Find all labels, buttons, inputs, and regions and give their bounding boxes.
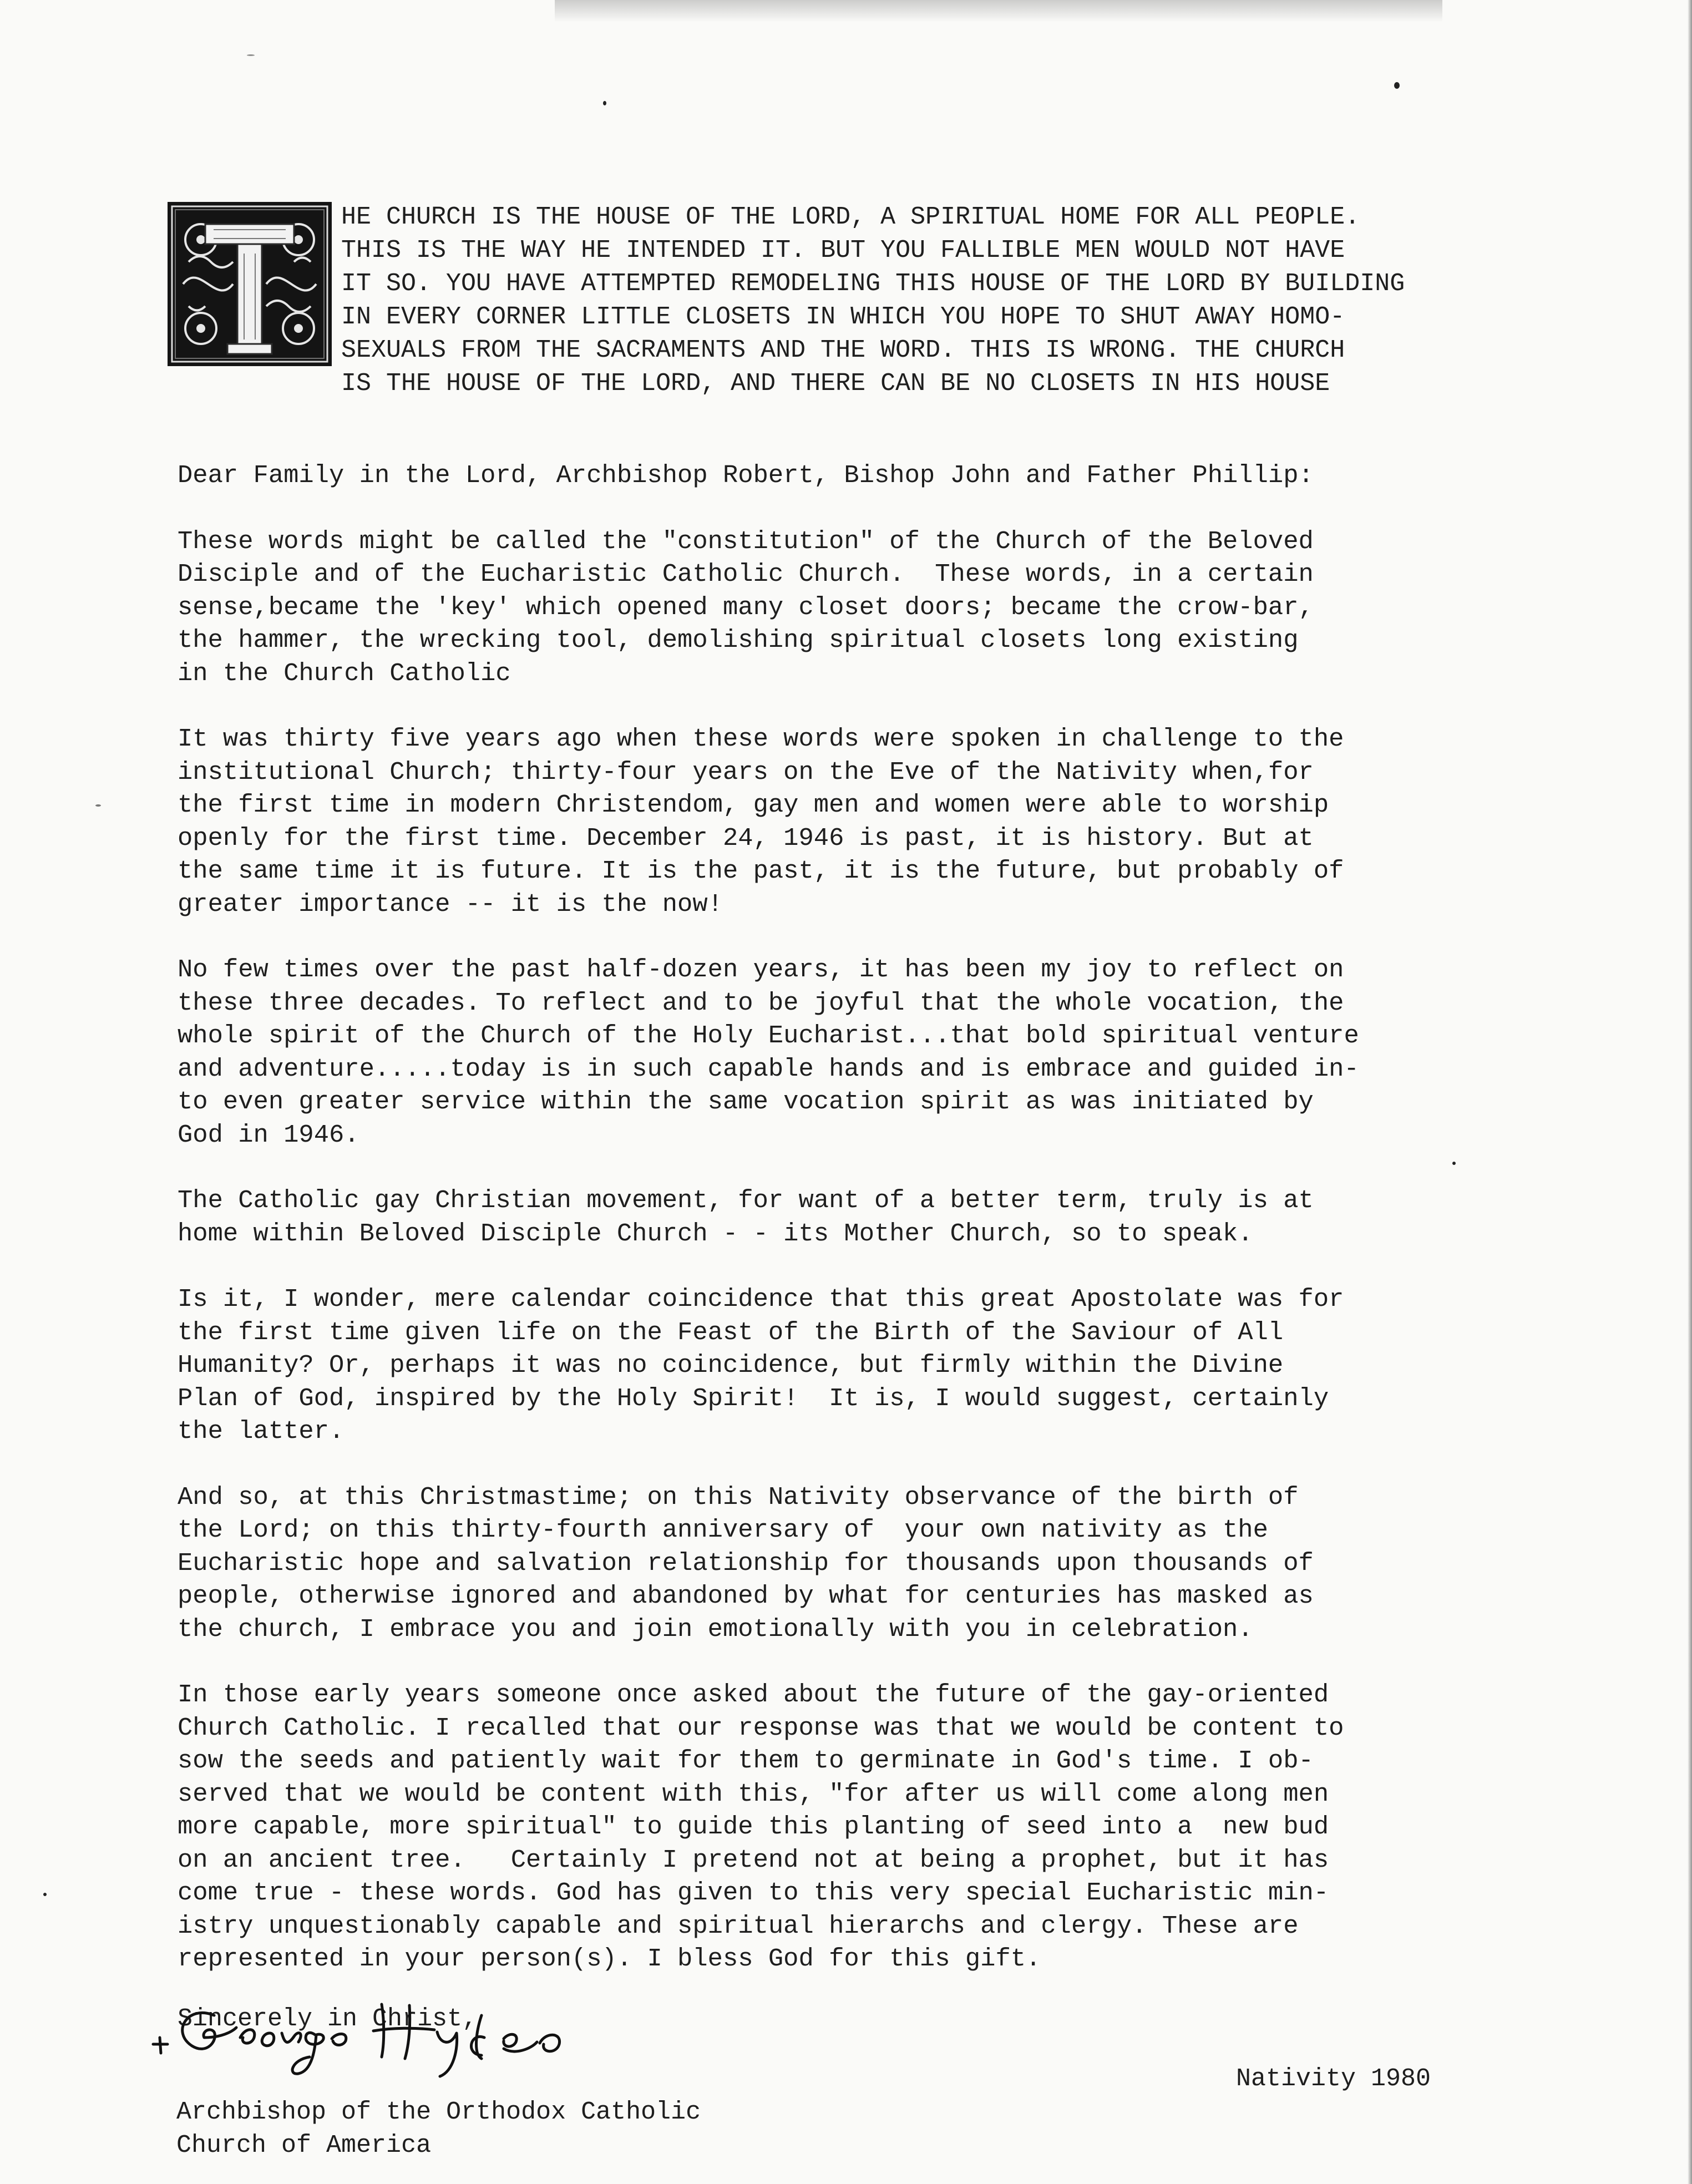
text-line: greater importance -- it is the now! (178, 889, 723, 919)
salutation: Dear Family in the Lord, Archbishop Robert, Bishop John and Father Phillip: (178, 461, 1314, 490)
paragraph-history (178, 723, 1564, 921)
paragraph-reflection (178, 954, 1564, 1152)
text-line: these three decades. To reflect and to be joyful that the whole vocation, the (178, 988, 1344, 1017)
text-line: The Catholic gay Christian movement, for want of a better term, truly is at (178, 1186, 1314, 1215)
illuminated-drop-cap-t (166, 201, 333, 367)
text-line: Eucharistic hope and salvation relationship for thousands upon thousands of (178, 1548, 1314, 1578)
text-line: the first time in modern Christendom, gay men and women were able to worship (178, 791, 1329, 819)
scan-speck (1394, 82, 1400, 89)
header-line: IT SO. YOU HAVE ATTEMPTED REMODELING THIS HOUSE OF THE LORD BY BUILDING (341, 270, 1405, 298)
text-line: the latter. (178, 1417, 345, 1446)
text-line: In those early years someone once asked about the future of the gay-oriented (178, 1680, 1329, 1709)
text-line: the church, I embrace you and join emotionally with you in celebration. (178, 1614, 1253, 1644)
scan-speck (95, 804, 101, 807)
header-line: IS THE HOUSE OF THE LORD, AND THERE CAN BE NO CLOSETS IN HIS HOUSE (341, 369, 1330, 398)
text-line: Humanity? Or, perhaps it was no coincidence, but firmly within the Divine (178, 1351, 1284, 1380)
paragraph-coincidence (178, 1283, 1564, 1448)
scan-shadow-top (555, 0, 1442, 22)
paragraph-christmastime (178, 1481, 1564, 1646)
text-line: to even greater service within the same vocation spirit as was initiated by (178, 1087, 1314, 1116)
title-line: Church of America (176, 2131, 432, 2160)
text-line: the same time it is future. It is the past, it is the future, but probably of (178, 857, 1344, 885)
text-line: institutional Church; thirty-four years on the Eve of the Nativity when,for (178, 757, 1314, 787)
text-line: people, otherwise ignored and abandoned by what for centuries has masked as (178, 1582, 1314, 1610)
scan-speck (43, 1893, 47, 1896)
text-line: And so, at this Christmastime; on this Nativity observance of the birth of (178, 1482, 1299, 1512)
text-line: sow the seeds and patiently wait for them to germinate in God's time. I ob- (178, 1746, 1314, 1775)
text-line: the first time given life on the Feast of the Birth of the Saviour of All (178, 1318, 1284, 1347)
text-line: Disciple and of the Eucharistic Catholic Church. These words, in a certain (178, 560, 1314, 589)
text-line: the Lord; on this thirty-fourth anniversary of your own nativity as the (178, 1516, 1268, 1544)
letter-body (178, 459, 1564, 2009)
text-line: represented in your person(s). I bless God for this gift. (178, 1944, 1041, 1973)
text-line: istry unquestionably capable and spiritual hierarchs and clergy. These are (178, 1911, 1299, 1940)
text-line: God in 1946. (178, 1120, 359, 1149)
handwritten-signature (149, 1993, 576, 2082)
paragraph-constitution (178, 525, 1564, 691)
text-line: served that we would be content with this, "for after us will come along men (178, 1779, 1329, 1808)
text-line: sense,became the 'key' which opened many closet doors; became the crow-bar, (178, 592, 1314, 622)
text-line: No few times over the past half-dozen years, it has been my joy to reflect on (178, 955, 1344, 984)
header-line: SEXUALS FROM THE SACRAMENTS AND THE WORD. THIS IS WRONG. THE CHURCH (341, 336, 1345, 364)
header-line: HE CHURCH IS THE HOUSE OF THE LORD, A SPIRITUAL HOME FOR ALL PEOPLE. (341, 203, 1360, 231)
header-line: IN EVERY CORNER LITTLE CLOSETS IN WHICH YOU HOPE TO SHUT AWAY HOMO- (341, 303, 1345, 331)
scan-speck (247, 54, 255, 56)
paragraph-early-years (178, 1679, 1564, 1976)
text-line: come true - these words. God has given to this very special Eucharistic min- (178, 1878, 1329, 1907)
text-line: more capable, more spiritual" to guide this planting of seed into a new bud (178, 1812, 1329, 1841)
text-line: Plan of God, inspired by the Holy Spirit! It is, I would suggest, certainly (178, 1384, 1329, 1413)
header-line: THIS IS THE WAY HE INTENDED IT. BUT YOU FALLIBLE MEN WOULD NOT HAVE (341, 236, 1345, 265)
text-line: home within Beloved Disciple Church - - its Mother Church, so to speak. (178, 1219, 1253, 1248)
closing: Sincerely in Christ, (178, 2005, 478, 2033)
title-line: Archbishop of the Orthodox Catholic (176, 2098, 701, 2126)
header-text (341, 201, 1692, 401)
text-line: It was thirty five years ago when these words were spoken in challenge to the (178, 724, 1344, 753)
paragraph-movement (178, 1184, 1564, 1250)
signatory-title (176, 2096, 701, 2162)
text-line: the hammer, the wrecking tool, demolishing spiritual closets long existing (178, 626, 1299, 655)
text-line: Is it, I wonder, mere calendar coincidence that this great Apostolate was for (178, 1285, 1344, 1314)
text-line: whole spirit of the Church of the Holy Eucharist...that bold spiritual venture (178, 1021, 1359, 1050)
scan-speck (603, 101, 606, 105)
text-line: and adventure.....today is in such capable hands and is embrace and guided in- (178, 1054, 1359, 1083)
text-line: on an ancient tree. Certainly I pretend not at being a prophet, but it has (178, 1845, 1329, 1874)
letter-date: Nativity 1980 (1236, 2065, 1431, 2093)
text-line: openly for the first time. December 24, 1946 is past, it is history. But at (178, 823, 1314, 853)
text-line: These words might be called the "constitution" of the Church of the Beloved (178, 526, 1314, 556)
text-line: in the Church Catholic (178, 658, 511, 688)
text-line: Church Catholic. I recalled that our response was that we would be content to (178, 1713, 1344, 1742)
